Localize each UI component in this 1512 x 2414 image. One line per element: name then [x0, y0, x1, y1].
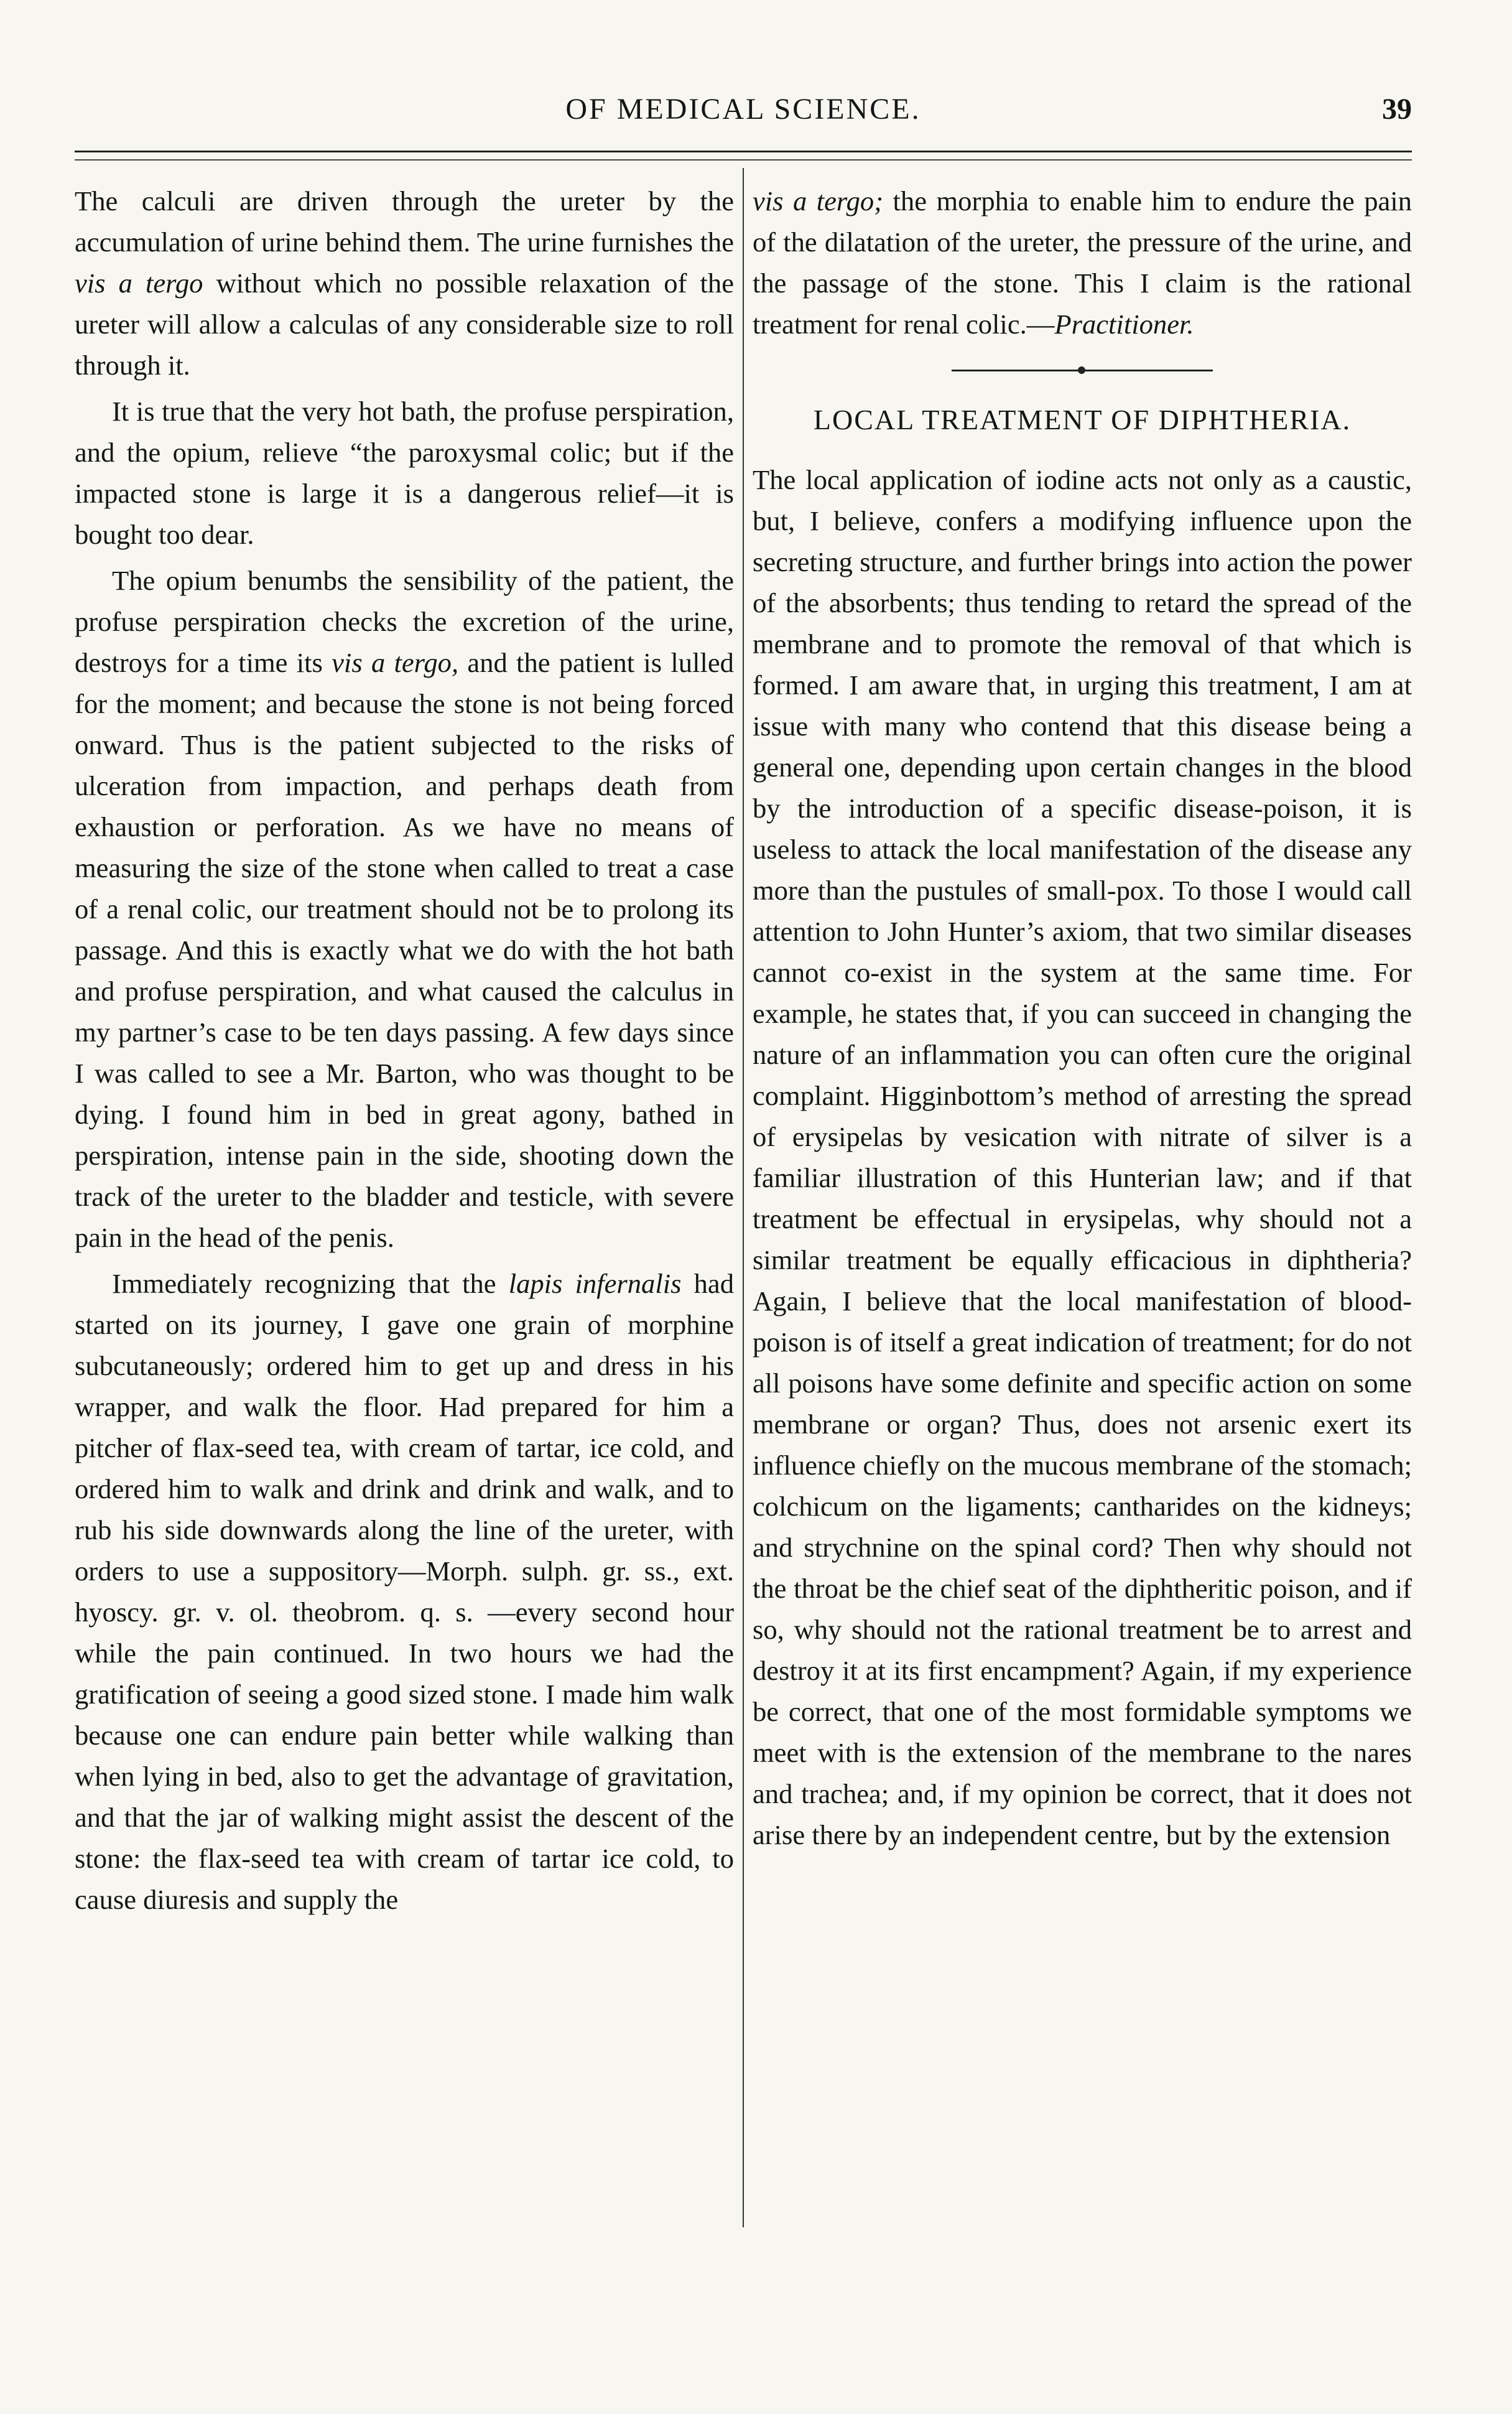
- paragraph-text: Immediately recognizing that the: [112, 1268, 496, 1299]
- page-number: 39: [1382, 93, 1412, 126]
- header-rule: [75, 151, 1412, 152]
- left-column: [75, 180, 734, 1925]
- paragraph-text: without which no possible relaxation of the ureter will allow a calculas of any considerable size to roll through it.: [75, 268, 734, 381]
- italic-phrase: vis a tergo,: [332, 647, 459, 678]
- paragraph: [75, 560, 734, 1258]
- paragraph-text: the morphia to enable him to endure the pain of the dilatation of the ureter, the pressure of the urine, and the passage of the stone. This I claim is the rational treatment for renal colic.—: [753, 185, 1412, 340]
- right-column: [753, 180, 1412, 1860]
- header-rule-secondary: [75, 159, 1412, 161]
- section-divider: [952, 366, 1213, 375]
- paragraph: [75, 180, 734, 386]
- paragraph: It is true that the very hot bath, the profuse perspiration, and the opium, relieve “the paroxysmal colic; but if the impacted stone is large it is a dangerous relief—it is bought too dear.: [75, 396, 734, 550]
- italic-phrase: vis a tergo: [75, 268, 203, 299]
- paragraph-text: and the patient is lulled for the moment; and because the stone is not being forced onward. Thus is the patient subjected to the risks of ulceration from impaction, and perhaps death from exhaustion or perforation. As we have no means of measuring the size of the stone when called to treat a case of a renal colic, our treatment should not be to prolong its passage. And this is exactly what we do with the hot bath and profuse perspiration, and what caused the calculus in my partner’s case to be ten days passing. A few days since I was called to see a Mr. Barton, who was thought to be dying. I found him in bed in great agony, bathed in perspiration, intense pain in the side, shooting down the track of the ureter to the bladder and testicle, with severe pain in the head of the penis.: [75, 647, 734, 1253]
- paragraph: [75, 1263, 734, 1920]
- paragraph-text: The opium benumbs the sensibility of the patient, the profuse perspiration checks the excretion of the urine, destroys for a time its: [75, 565, 734, 678]
- paragraph-text: had started on its journey, I gave one grain of morphine subcutaneously; ordered him to get up and dress in his wrapper, and walk the floor. Had prepared for him a pitcher of flax-seed tea, with cream of tartar, ice cold, and ordered him to walk and drink and drink and walk, and to rub his side downwards along the line of the ureter, with orders to use a suppository—Morph. sulph. gr. ss., ext. hyoscy. gr. v. ol. theobrom. q. s. —every second hour while the pain continued. In two hours we had the gratification of seeing a good sized stone. I made him walk because one can endure pain better while walking than when lying in bed, also to get the advantage of gravitation, and that the jar of walking might assist the descent of the stone: the flax-seed tea with cream of tartar ice cold, to cause diuresis and supply the: [75, 1268, 734, 1915]
- italic-phrase: lapis infernalis: [508, 1268, 682, 1299]
- paragraph: The local application of iodine acts not only as a caustic, but, I believe, confers a modifying influence upon the secreting structure, and further brings into action the power of the absorbents; thus tending to retard the spread of the membrane and to promote the removal of that which is formed. I am aware that, in urging this treatment, I am at issue with many who contend that this disease being a general one, depending upon certain changes in the blood by the introduction of a specific disease-poison, it is useless to attack the local manifestation of the disease any more than the pustules of small-pox. To those I would call attention to John Hunter’s axiom, that two similar diseases cannot co-exist in the system at the same time. For example, he states that, if you can succeed in changing the nature of an inflammation you can often cure the original complaint. Higginbottom’s method of arresting the spread of erysipelas by vesication with nitrate of silver is a familiar illustration of this Hunterian law; and if that treatment be effectual in erysipelas, why should not a similar treatment be equally efficacious in diphtheria? Again, I believe that the local manifestation of blood-poison is of itself a great indication of treatment; for do not all poisons have some definite and specific action on some membrane or organ? Thus, does not arsenic exert its influence chiefly on the mucous membrane of the stomach; colchicum on the ligaments; cantharides on the kidneys; and strychnine on the spinal cord? Then why should not the throat be the chief seat of the diphtheritic poison, and if so, why should not the rational treatment be to arrest and destroy it at its first encampment? Again, if my experience be correct, that one of the most formidable symptoms we meet with is the extension of the membrane to the nares and trachea; and, if my opinion be correct, that it does not arise there by an independent centre, but by the extension: [753, 464, 1412, 1850]
- paragraph: [753, 180, 1412, 345]
- running-title: OF MEDICAL SCIENCE.: [565, 93, 921, 126]
- section-title: LOCAL TREATMENT OF DIPHTHERIA.: [813, 404, 1352, 436]
- page-header: [75, 92, 1412, 142]
- paragraph-text: The calculi are driven through the ureter by the accumulation of urine behind them. The urine furnishes the: [75, 185, 734, 258]
- column-divider: [743, 168, 744, 2227]
- source-citation: Practitioner.: [1054, 309, 1194, 340]
- italic-phrase: vis a tergo;: [753, 185, 884, 217]
